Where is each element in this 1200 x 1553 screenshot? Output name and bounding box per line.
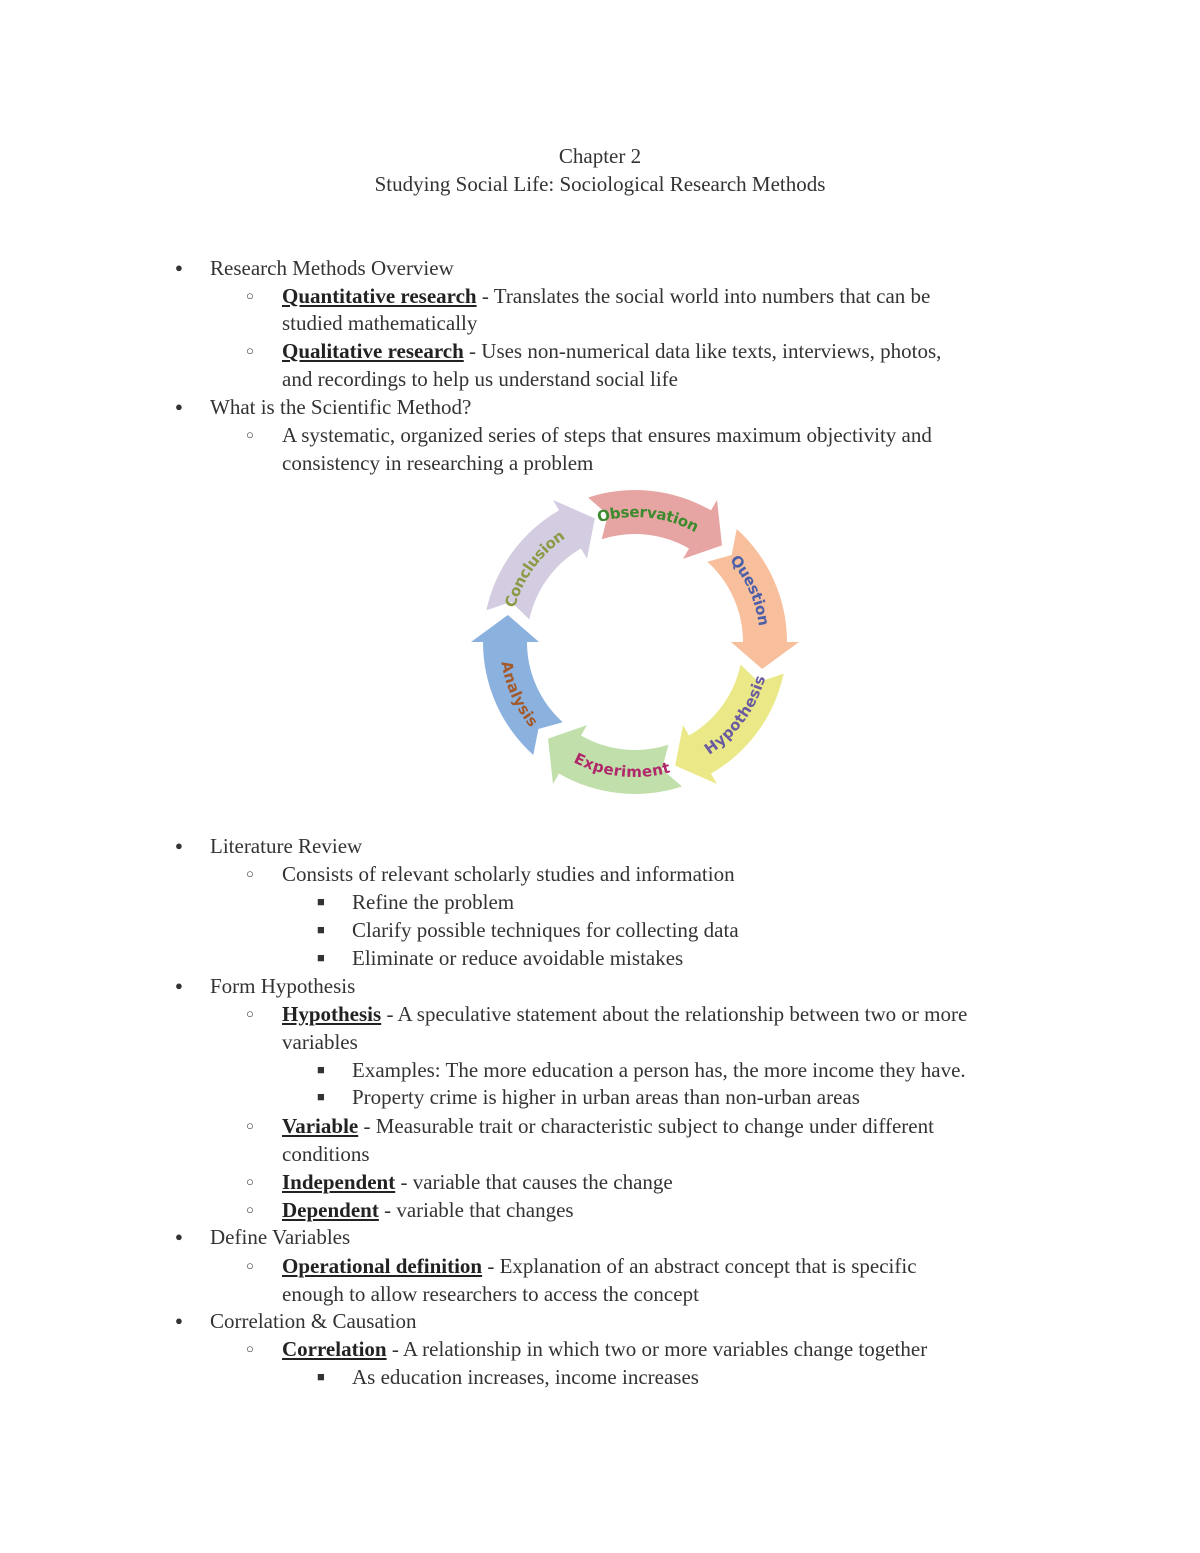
bullet-disc: ● — [175, 1229, 183, 1244]
definition-continuation: enough to allow researchers to access the concept — [282, 1282, 699, 1306]
operational-definition-entry — [282, 1252, 917, 1280]
term-quantitative: Quantitative research — [282, 284, 477, 308]
section-heading: Research Methods Overview — [210, 256, 454, 280]
bullet-circle: ○ — [246, 1006, 254, 1021]
term-dependent: Dependent — [282, 1198, 379, 1222]
definition-continuation: and recordings to help us understand social life — [282, 367, 678, 391]
bullet-square: ■ — [317, 894, 325, 909]
definition-text: A systematic, organized series of steps that ensures maximum objectivity and — [282, 423, 932, 447]
bullet-circle: ○ — [246, 1202, 254, 1217]
scientific-method-cycle-diagram — [460, 480, 810, 805]
correlation-entry — [282, 1335, 927, 1363]
definition-text: - variable that causes the change — [395, 1170, 673, 1194]
list-item: Eliminate or reduce avoidable mistakes — [352, 946, 684, 970]
bullet-disc: ● — [175, 399, 183, 414]
section-heading: Form Hypothesis — [210, 974, 356, 998]
cycle-label-observation: Observation — [595, 502, 702, 537]
term-independent: Independent — [282, 1170, 396, 1194]
list-item: Refine the problem — [352, 890, 515, 914]
definition-text: - A relationship in which two or more variables change together — [386, 1337, 928, 1361]
definition-continuation: variables — [282, 1030, 358, 1054]
list-item: As education increases, income increases — [352, 1365, 699, 1389]
bullet-circle: ○ — [246, 1174, 254, 1189]
definition-continuation: conditions — [282, 1142, 370, 1166]
bullet-circle: ○ — [246, 1341, 254, 1356]
definition-text: - variable that changes — [378, 1198, 574, 1222]
term-correlation: Correlation — [282, 1337, 387, 1361]
bullet-square: ■ — [317, 1369, 325, 1384]
bullet-disc: ● — [175, 260, 183, 275]
section-heading: What is the Scientific Method? — [210, 395, 472, 419]
definition-text: - A speculative statement about the relationship between two or more — [381, 1002, 968, 1026]
list-item: Clarify possible techniques for collecting data — [352, 918, 739, 942]
section-heading: Correlation & Causation — [210, 1309, 417, 1333]
section-heading: Define Variables — [210, 1225, 351, 1249]
cycle-label-experiment: Experiment — [571, 749, 672, 782]
bullet-circle: ○ — [246, 343, 254, 358]
definition-text: - Measurable trait or characteristic subject to change under different — [358, 1114, 934, 1138]
bullet-disc: ● — [175, 838, 183, 853]
dependent-entry — [282, 1196, 574, 1224]
cycle-label-hypothesis: Hypothesis — [700, 673, 770, 759]
definition-continuation: consistency in researching a problem — [282, 451, 594, 475]
bullet-square: ■ — [317, 922, 325, 937]
cycle-arrow-observation — [588, 490, 722, 559]
bullet-square: ■ — [317, 1089, 325, 1104]
list-item: Property crime is higher in urban areas than non-urban areas — [352, 1085, 860, 1109]
independent-entry — [282, 1168, 673, 1196]
definition-text: - Explanation of an abstract concept that is specific — [482, 1254, 917, 1278]
definition-text: - Uses non-numerical data like texts, interviews, photos, — [463, 339, 942, 363]
chapter-subtitle: Studying Social Life: Sociological Research Methods — [374, 172, 826, 196]
bullet-circle: ○ — [246, 866, 254, 881]
definition-text: - Translates the social world into numbers that can be — [476, 284, 931, 308]
list-item: Examples: The more education a person has, the more income they have. — [352, 1058, 966, 1082]
bullet-square: ■ — [317, 1062, 325, 1077]
definition-continuation: studied mathematically — [282, 311, 478, 335]
term-hypothesis: Hypothesis — [282, 1002, 382, 1026]
cycle-label-conclusion: Conclusion — [501, 526, 569, 610]
bullet-circle: ○ — [246, 1118, 254, 1133]
chapter-title: Chapter 2 — [558, 144, 642, 168]
hypothesis-entry — [282, 1000, 967, 1028]
definition-text: Consists of relevant scholarly studies and information — [282, 862, 735, 886]
term-variable: Variable — [282, 1114, 359, 1138]
cycle-label-analysis: Analysis — [497, 659, 542, 731]
cycle-label-question: Question — [726, 551, 773, 628]
term-operational-definition: Operational definition — [282, 1254, 483, 1278]
cycle-arrow-experiment — [548, 725, 682, 794]
quantitative-entry — [282, 282, 930, 310]
section-heading: Literature Review — [210, 834, 363, 858]
bullet-circle: ○ — [246, 427, 254, 442]
bullet-square: ■ — [317, 950, 325, 965]
qualitative-entry — [282, 337, 941, 365]
term-qualitative: Qualitative research — [282, 339, 464, 363]
variable-entry — [282, 1112, 934, 1140]
bullet-circle: ○ — [246, 288, 254, 303]
bullet-disc: ● — [175, 1313, 183, 1328]
bullet-circle: ○ — [246, 1258, 254, 1273]
bullet-disc: ● — [175, 978, 183, 993]
